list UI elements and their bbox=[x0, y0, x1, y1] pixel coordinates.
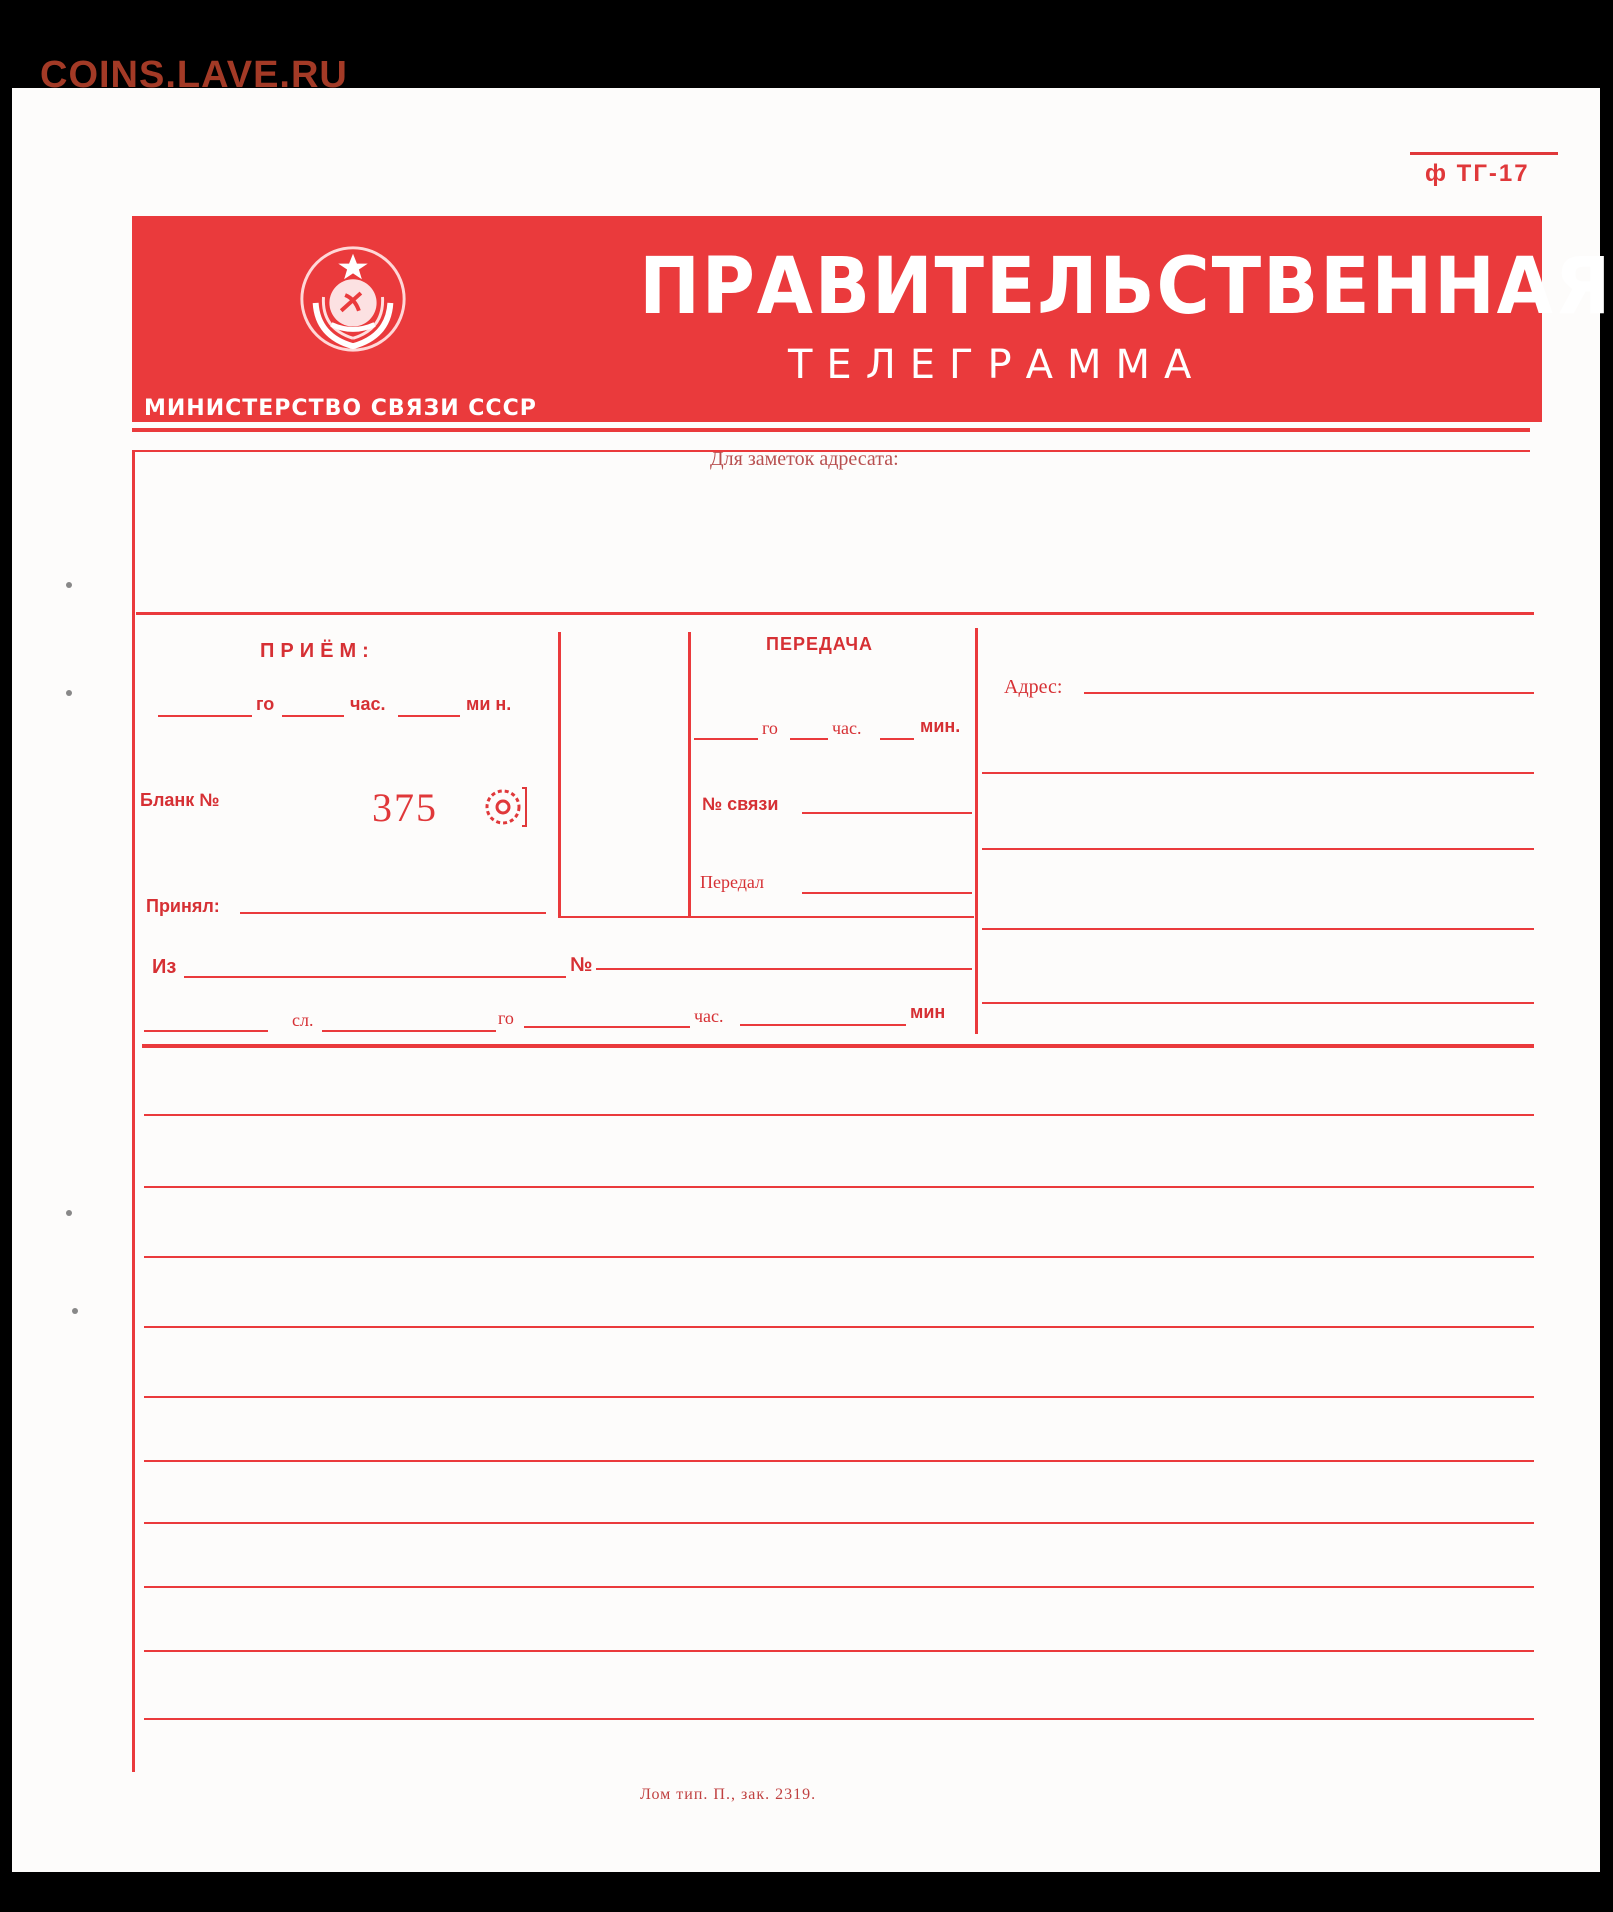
punch-hole bbox=[66, 690, 72, 696]
transmission-min-label: мин. bbox=[920, 716, 961, 736]
form-code-rule bbox=[1410, 152, 1558, 155]
origin-number-field[interactable] bbox=[596, 968, 972, 970]
accepted-field[interactable] bbox=[240, 912, 546, 914]
header-banner bbox=[132, 216, 1613, 422]
reception-day-label: го bbox=[256, 694, 275, 714]
message-line-4[interactable] bbox=[144, 1326, 1534, 1328]
link-number-label: № связи bbox=[702, 794, 779, 814]
reception-min-field[interactable] bbox=[398, 715, 460, 717]
notes-divider bbox=[136, 612, 1534, 615]
punch-hole bbox=[66, 1210, 72, 1216]
transmission-heading: ПЕРЕДАЧА bbox=[766, 634, 874, 654]
message-line-8[interactable] bbox=[144, 1586, 1534, 1588]
transmission-hour-field[interactable] bbox=[790, 738, 828, 740]
message-line-3[interactable] bbox=[144, 1256, 1534, 1258]
reception-right-border bbox=[558, 632, 561, 918]
address-field-2[interactable] bbox=[982, 772, 1534, 774]
sent-by-field[interactable] bbox=[802, 892, 972, 894]
reception-hour-field[interactable] bbox=[282, 715, 344, 717]
ministry-label: МИНИСТЕРСТВО СВЯЗИ СССР bbox=[144, 396, 537, 421]
transmission-day-label: го bbox=[762, 718, 778, 738]
banner-rule bbox=[132, 428, 1530, 432]
address-left-border bbox=[975, 628, 978, 1034]
message-line-6[interactable] bbox=[144, 1460, 1534, 1462]
form-code: ф ТГ-17 bbox=[1425, 160, 1530, 187]
punch-hole bbox=[72, 1308, 78, 1314]
accepted-label: Принял: bbox=[146, 896, 220, 916]
transmission-date-field[interactable] bbox=[694, 738, 758, 740]
transmission-min-field[interactable] bbox=[880, 738, 914, 740]
message-line-7[interactable] bbox=[144, 1522, 1534, 1524]
message-line-5[interactable] bbox=[144, 1396, 1534, 1398]
sent-by-label: Передал bbox=[700, 872, 765, 892]
address-field-5[interactable] bbox=[982, 1002, 1534, 1004]
words-label: сл. bbox=[292, 1010, 314, 1030]
message-line-10[interactable] bbox=[144, 1718, 1534, 1720]
message-line-9[interactable] bbox=[144, 1650, 1534, 1652]
transmission-left-border bbox=[688, 632, 691, 918]
print-imprint: Лом тип. П., зак. 2319. bbox=[640, 1786, 817, 1803]
origin-hour-label: час. bbox=[694, 1006, 724, 1026]
address-field-3[interactable] bbox=[982, 848, 1534, 850]
address-field-1[interactable] bbox=[1084, 692, 1534, 694]
link-number-field[interactable] bbox=[802, 812, 972, 814]
reception-hour-label: час. bbox=[350, 694, 386, 714]
reception-heading: ПРИЁМ: bbox=[260, 640, 375, 662]
origin-hour-field[interactable] bbox=[740, 1024, 906, 1026]
from-field[interactable] bbox=[184, 976, 566, 978]
ussr-coat-of-arms-icon bbox=[294, 238, 412, 356]
origin-extra-field[interactable] bbox=[144, 1030, 268, 1032]
message-line-2[interactable] bbox=[144, 1186, 1534, 1188]
notes-label: Для заметок адресата: bbox=[710, 448, 899, 470]
reception-min-label: ми н. bbox=[466, 694, 512, 714]
address-field-4[interactable] bbox=[982, 928, 1534, 930]
form-left-border bbox=[132, 450, 135, 1772]
message-line-1[interactable] bbox=[144, 1114, 1534, 1116]
origin-number-label: № bbox=[570, 954, 593, 976]
transmission-hour-label: час. bbox=[832, 718, 862, 738]
origin-day-field[interactable] bbox=[524, 1026, 690, 1028]
words-field[interactable] bbox=[322, 1030, 496, 1032]
blank-number-label: Бланк № bbox=[140, 790, 220, 810]
origin-day-label: го bbox=[498, 1008, 514, 1028]
rosette-stamp-icon bbox=[478, 782, 528, 832]
origin-min-label: мин bbox=[910, 1002, 946, 1022]
punch-hole bbox=[66, 582, 72, 588]
watermark: COINS.LAVE.RU bbox=[40, 54, 348, 96]
message-top-rule bbox=[142, 1044, 1534, 1048]
from-label: Из bbox=[152, 956, 177, 978]
address-label: Адрес: bbox=[1004, 676, 1063, 698]
reception-date-field[interactable] bbox=[158, 715, 252, 717]
blank-number-stamp: 375 bbox=[372, 785, 438, 830]
upper-blocks-bottom bbox=[560, 916, 974, 918]
form-subtitle: ТЕЛЕГРАММА bbox=[788, 342, 1206, 388]
form-title: ПРАВИТЕЛЬСТВЕННАЯ bbox=[639, 242, 1613, 332]
